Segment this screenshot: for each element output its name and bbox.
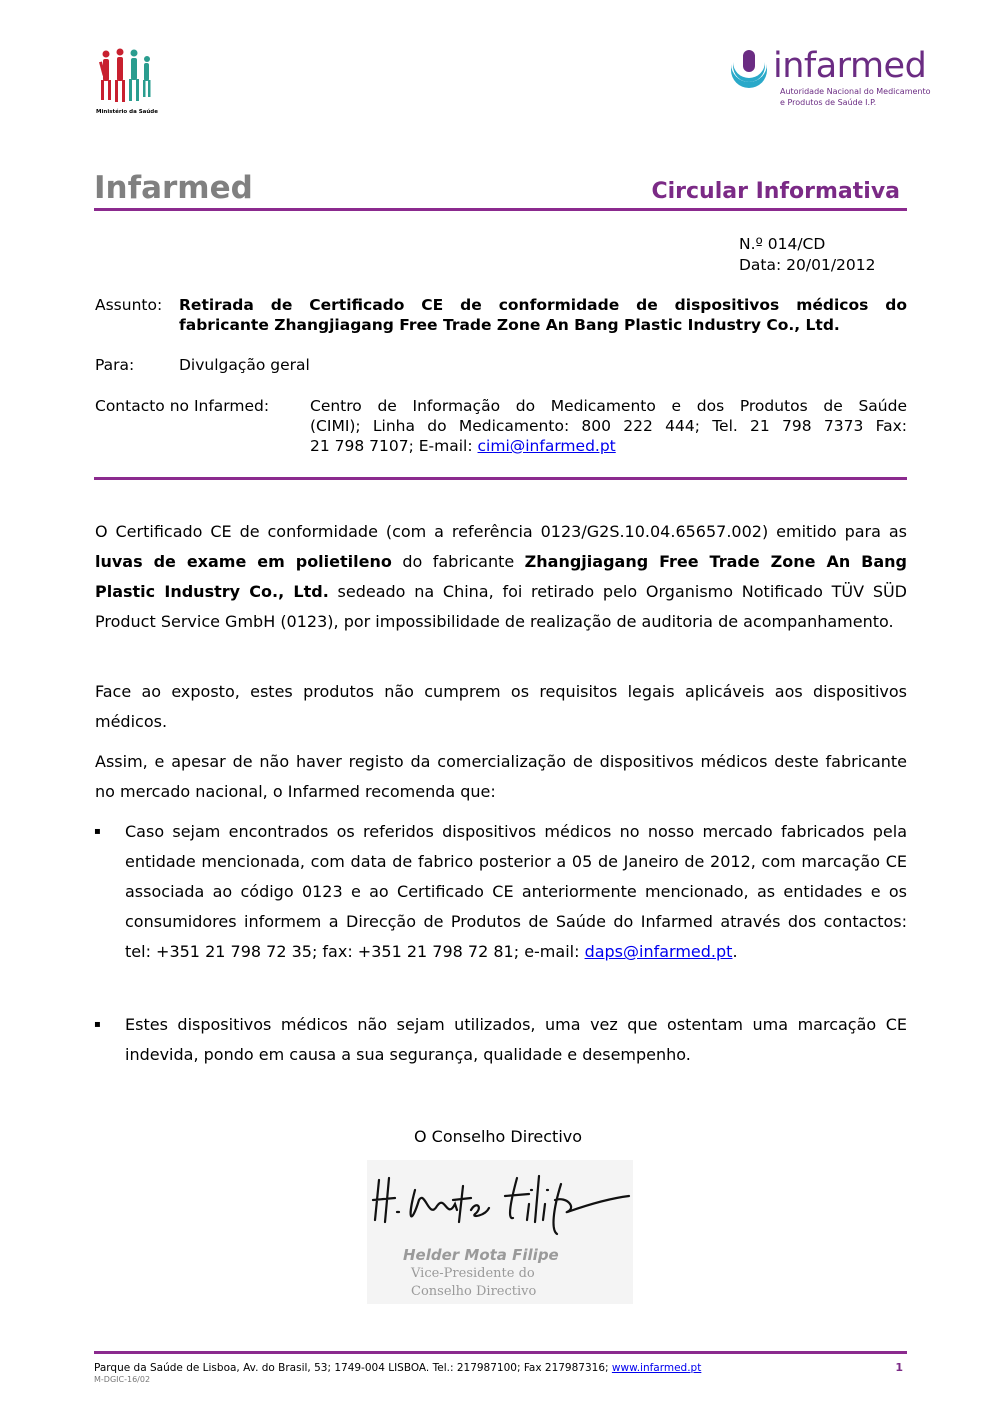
paragraph-1: [95, 517, 907, 637]
list-item-1-text: Caso sejam encontrados os referidos dispositivos médicos no nosso mercado fabricados pela entidade mencionada, com data de fabrico posterior a 05 de Janeiro de 2012, com marcação CE associada ao código 0123 e ao Certificado CE anteriormente mencionado, as entidades e os consumidores informem a Direcção de Produtos de Saúde do Infarmed através dos contactos: tel: +351 21 798 72 35; fax: +351 21 798 72 81; e-mail:: [125, 822, 907, 961]
p1-manufacturer: Zhangjiagang Free Trade Zone An Bang Plastic Industry Co., Ltd.: [95, 552, 907, 601]
handwritten-signature-icon: [367, 1160, 633, 1240]
footer-divider: [94, 1351, 907, 1354]
daps-email-link[interactable]: daps@infarmed.pt: [584, 942, 733, 961]
footer-address: [94, 1362, 701, 1374]
circular-date: Data: 20/01/2012: [739, 256, 876, 274]
list-item-1-end: .: [732, 942, 738, 961]
ministry-caption: Ministério da Saúde: [96, 109, 158, 115]
contact-email-link[interactable]: cimi@infarmed.pt: [477, 437, 616, 455]
signature-stamp: [367, 1160, 633, 1304]
infarmed-logo-icon: [727, 48, 771, 92]
page-number: 1: [895, 1361, 903, 1374]
form-code: M-DGIC-16/02: [94, 1375, 151, 1384]
stamp-role-line1: Vice-Presidente do: [411, 1266, 535, 1281]
contact-label: Contacto no Infarmed:: [95, 397, 270, 415]
infarmed-subtitle-line1: Autoridade Nacional do Medicamento: [780, 87, 931, 96]
p1-text-a: O Certificado CE de conformidade (com a referência 0123/G2S.10.04.65657.002) emitido para as: [95, 522, 907, 541]
ministry-of-health-logo: [96, 46, 156, 118]
circular-number: N.º 014/CD: [739, 235, 826, 253]
infarmed-subtitle-line2: e Produtos de Saúde I.P.: [780, 98, 877, 107]
p1-product: luvas de exame em polietileno: [95, 552, 392, 571]
p1-text-c: do fabricante: [391, 552, 525, 571]
subject-line-1: Retirada de Certificado CE de conformidade de dispositivos médicos do: [179, 296, 907, 314]
subject-label: Assunto:: [95, 296, 163, 314]
contact-line-3-prefix: 21 798 7107; E-mail:: [310, 437, 478, 455]
stamp-role-line2: Conselho Directivo: [411, 1284, 537, 1299]
closing-text: O Conselho Directivo: [414, 1127, 583, 1146]
subject-line-2: fabricante Zhangjiagang Free Trade Zone An Bang Plastic Industry Co., Ltd.: [179, 316, 840, 334]
list-item-2: Estes dispositivos médicos não sejam utilizados, uma vez que ostentam uma marcação CE indevida, pondo em causa a sua segurança, qualidade e desempenho.: [125, 1015, 907, 1064]
recipient-label: Para:: [95, 356, 135, 374]
paragraph-2: Face ao exposto, estes produtos não cumprem os requisitos legais aplicáveis aos dispositivos médicos.: [95, 682, 907, 731]
list-item-1: [125, 817, 907, 967]
paragraph-3: Assim, e apesar de não haver registo da comercialização de dispositivos médicos deste fabricante no mercado nacional, o Infarmed recomenda que:: [95, 752, 907, 801]
p1-text-e: sedeado na China, foi retirado pelo Organismo Notificado TÜV SÜD Product Service GmbH (0123), por impossibilidade de realização de auditoria de acompanhamento.: [95, 582, 908, 631]
document-brand-title: Infarmed: [94, 170, 253, 206]
header-divider: [94, 208, 907, 211]
contact-line-3: [310, 436, 616, 456]
bullet-marker-1: ▪: [94, 826, 101, 837]
recipient-value: Divulgação geral: [179, 356, 310, 374]
document-type-title: Circular Informativa: [651, 179, 900, 204]
contact-line-1: Centro de Informação do Medicamento e dos Produtos de Saúde: [310, 397, 907, 415]
bullet-marker-2: ▪: [94, 1019, 101, 1030]
infarmed-wordmark: infarmed: [773, 46, 927, 86]
footer-address-text: Parque da Saúde de Lisboa, Av. do Brasil, 53; 1749-004 LISBOA. Tel.: 217987100; Fax 217987316;: [94, 1362, 612, 1374]
contact-line-2: (CIMI); Linha do Medicamento: 800 222 444; Tel. 21 798 7373 Fax:: [310, 417, 907, 435]
meta-divider: [94, 477, 907, 480]
stamp-name: Helder Mota Filipe: [403, 1246, 559, 1264]
footer-website-link[interactable]: www.infarmed.pt: [611, 1362, 702, 1374]
